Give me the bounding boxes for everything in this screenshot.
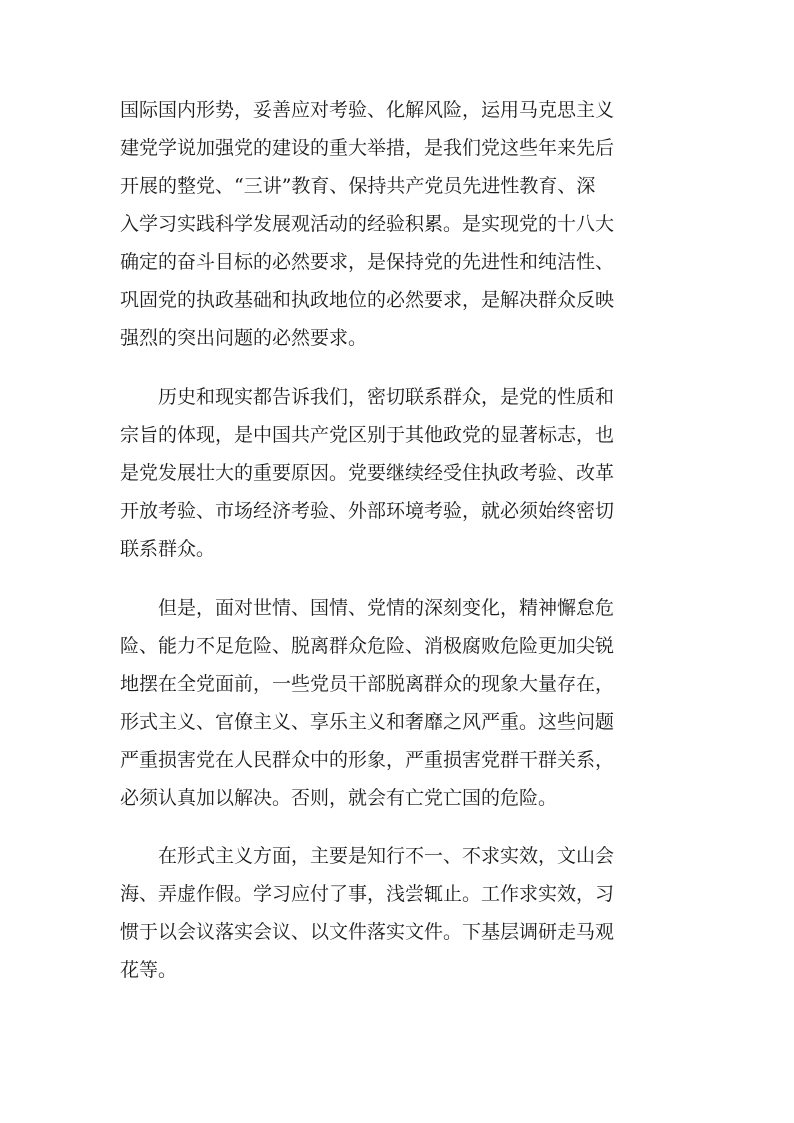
paragraph-4-line-2: 海、弄虚作假。学习应付了事，浅尝辄止。工作求实效，习 (120, 883, 615, 905)
paragraph-4-line-3: 惯于以会议落实会议、以文件落实文件。下基层调研走马观 (120, 921, 615, 943)
paragraph-2-line-1: 历史和现实都告诉我们，密切联系群众，是党的性质和 (158, 386, 615, 408)
paragraph-4-line-1: 在形式主义方面，主要是知行不一、不求实效，文山会 (158, 845, 615, 867)
paragraph-1-line-1: 国际国内形势，妥善应对考验、化解风险，运用马克思主义 (120, 99, 615, 121)
paragraph-1-line-3: 开展的整党、“三讲”教育、保持共产党员先进性教育、深 (120, 175, 596, 197)
paragraph-3-line-5: 严重损害党在人民群众中的形象，严重损害党群干群关系， (120, 749, 615, 771)
paragraph-2-line-5: 联系群众。 (120, 538, 216, 560)
paragraph-4-line-4: 花等。 (120, 959, 178, 981)
paragraph-2-line-3: 是党发展壮大的重要原因。党要继续经受住执政考验、改革 (120, 462, 615, 484)
paragraph-1-line-7: 强烈的突出问题的必然要求。 (120, 327, 368, 349)
paragraph-2-line-4: 开放考验、市场经济考验、外部环境考验，就必须始终密切 (120, 500, 615, 522)
paragraph-3-line-3: 地摆在全党面前，一些党员干部脱离群众的现象大量存在， (120, 673, 615, 695)
paragraph-1-line-5: 确定的奋斗目标的必然要求，是保持党的先进性和纯洁性、 (120, 251, 615, 273)
paragraph-1-line-2: 建党学说加强党的建设的重大举措，是我们党这些年来先后 (120, 137, 615, 159)
paragraph-1-line-6: 巩固党的执政基础和执政地位的必然要求，是解决群众反映 (120, 289, 615, 311)
paragraph-3-line-1: 但是，面对世情、国情、党情的深刻变化，精神懈怠危 (158, 597, 615, 619)
paragraph-2-line-2: 宗旨的体现，是中国共产党区别于其他政党的显著标志，也 (120, 424, 615, 446)
paragraph-1-line-4: 入学习实践科学发展观活动的经验积累。是实现党的十八大 (120, 213, 615, 235)
paragraph-3-line-2: 险、能力不足危险、脱离群众危险、消极腐败危险更加尖锐 (120, 635, 615, 657)
paragraph-3-line-6: 必须认真加以解决。否则，就会有亡党亡国的危险。 (120, 787, 558, 809)
paragraph-3-line-4: 形式主义、官僚主义、享乐主义和奢靡之风严重。这些问题 (120, 711, 615, 733)
